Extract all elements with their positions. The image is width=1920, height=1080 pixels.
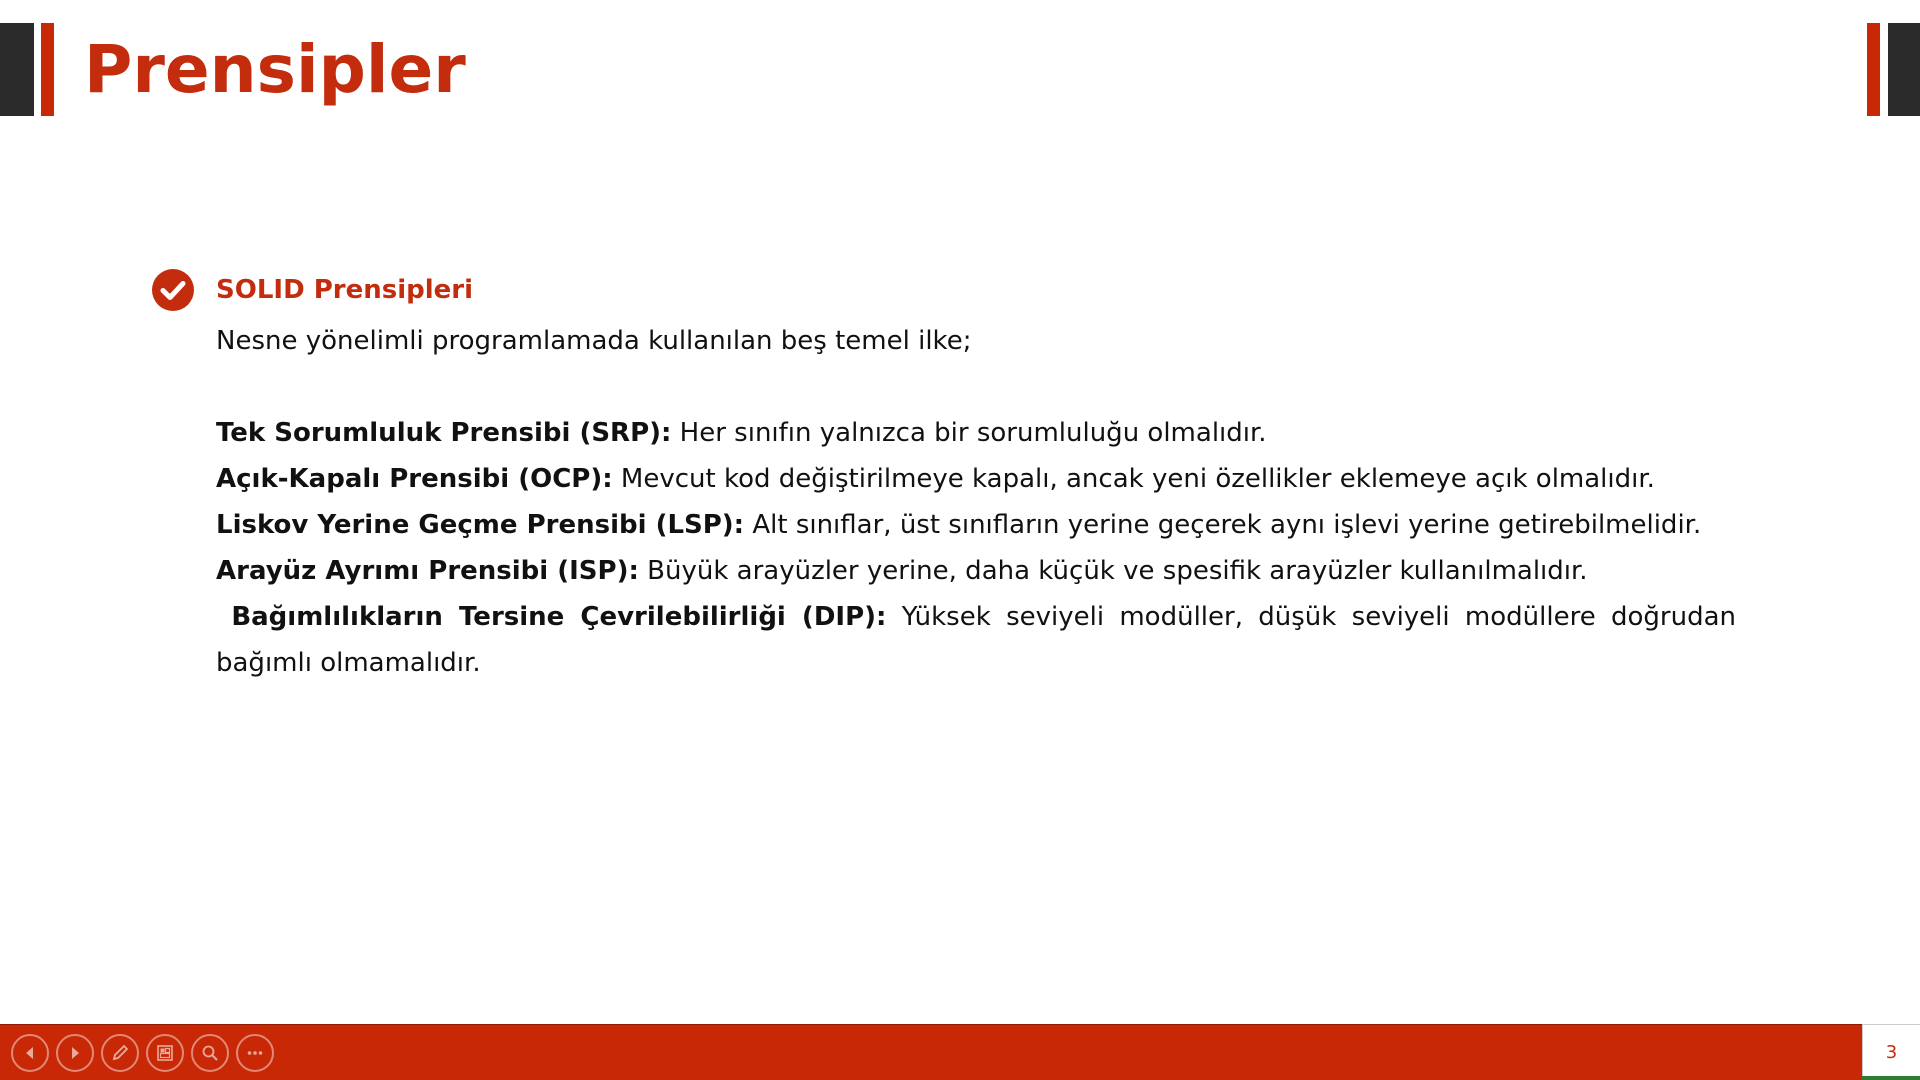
principle-name: Bağımlılıkların Tersine Çevrilebilirliği (DIP): xyxy=(231,602,887,632)
slide-title: Prensipler xyxy=(84,31,466,108)
slide-content xyxy=(152,264,1736,686)
previous-icon xyxy=(20,1043,40,1063)
slides-grid-icon xyxy=(155,1043,175,1063)
next-icon xyxy=(65,1043,85,1063)
principle-desc: Alt sınıflar, üst sınıfların yerine geçerek aynı işlevi yerine getirebilmelidir. xyxy=(752,510,1702,540)
principle-name: Liskov Yerine Geçme Prensibi (LSP): xyxy=(216,510,745,540)
principle-desc: Her sınıfın yalnızca bir sorumluluğu olmalıdır. xyxy=(679,418,1267,448)
pen-icon xyxy=(110,1043,130,1063)
pen-tool-button[interactable] xyxy=(101,1034,139,1072)
principle-isp xyxy=(216,548,1736,594)
slide-body xyxy=(216,318,1736,686)
section-heading: SOLID Prensipleri xyxy=(216,275,474,305)
principle-name: Açık-Kapalı Prensibi (OCP): xyxy=(216,464,613,494)
right-dark-bar xyxy=(1888,23,1920,116)
principle-desc: Büyük arayüzler yerine, daha küçük ve spesifik arayüzler kullanılmalıdır. xyxy=(647,556,1588,586)
principle-desc: Yüksek seviyeli modüller, düşük seviyeli modüllere doğrudan bağımlı olmamalıdır. xyxy=(216,602,1737,678)
principle-ocp xyxy=(216,456,1736,502)
more-icon xyxy=(245,1043,265,1063)
section-bullet xyxy=(152,264,1736,316)
previous-slide-button[interactable] xyxy=(11,1034,49,1072)
presenter-toolbar xyxy=(0,1024,1862,1080)
page-number: 3 xyxy=(1862,1024,1920,1080)
principle-name: Tek Sorumluluk Prensibi (SRP): xyxy=(216,418,672,448)
right-red-bar xyxy=(1867,23,1880,116)
principle-lsp xyxy=(216,502,1736,548)
left-dark-bar xyxy=(0,23,34,116)
check-circle-icon xyxy=(152,269,194,311)
more-options-button[interactable] xyxy=(236,1034,274,1072)
left-red-bar xyxy=(41,23,54,116)
next-slide-button[interactable] xyxy=(56,1034,94,1072)
principle-name: Arayüz Ayrımı Prensibi (ISP): xyxy=(216,556,639,586)
principle-dip xyxy=(216,594,1736,686)
principle-srp xyxy=(216,410,1736,456)
zoom-button[interactable] xyxy=(191,1034,229,1072)
see-all-slides-button[interactable] xyxy=(146,1034,184,1072)
principle-desc: Mevcut kod değiştirilmeye kapalı, ancak yeni özellikler eklemeye açık olmalıdır. xyxy=(620,464,1655,494)
page-number-accent xyxy=(1862,1076,1920,1080)
intro-text: Nesne yönelimli programlamada kullanılan beş temel ilke; xyxy=(216,326,972,356)
zoom-icon xyxy=(200,1043,220,1063)
